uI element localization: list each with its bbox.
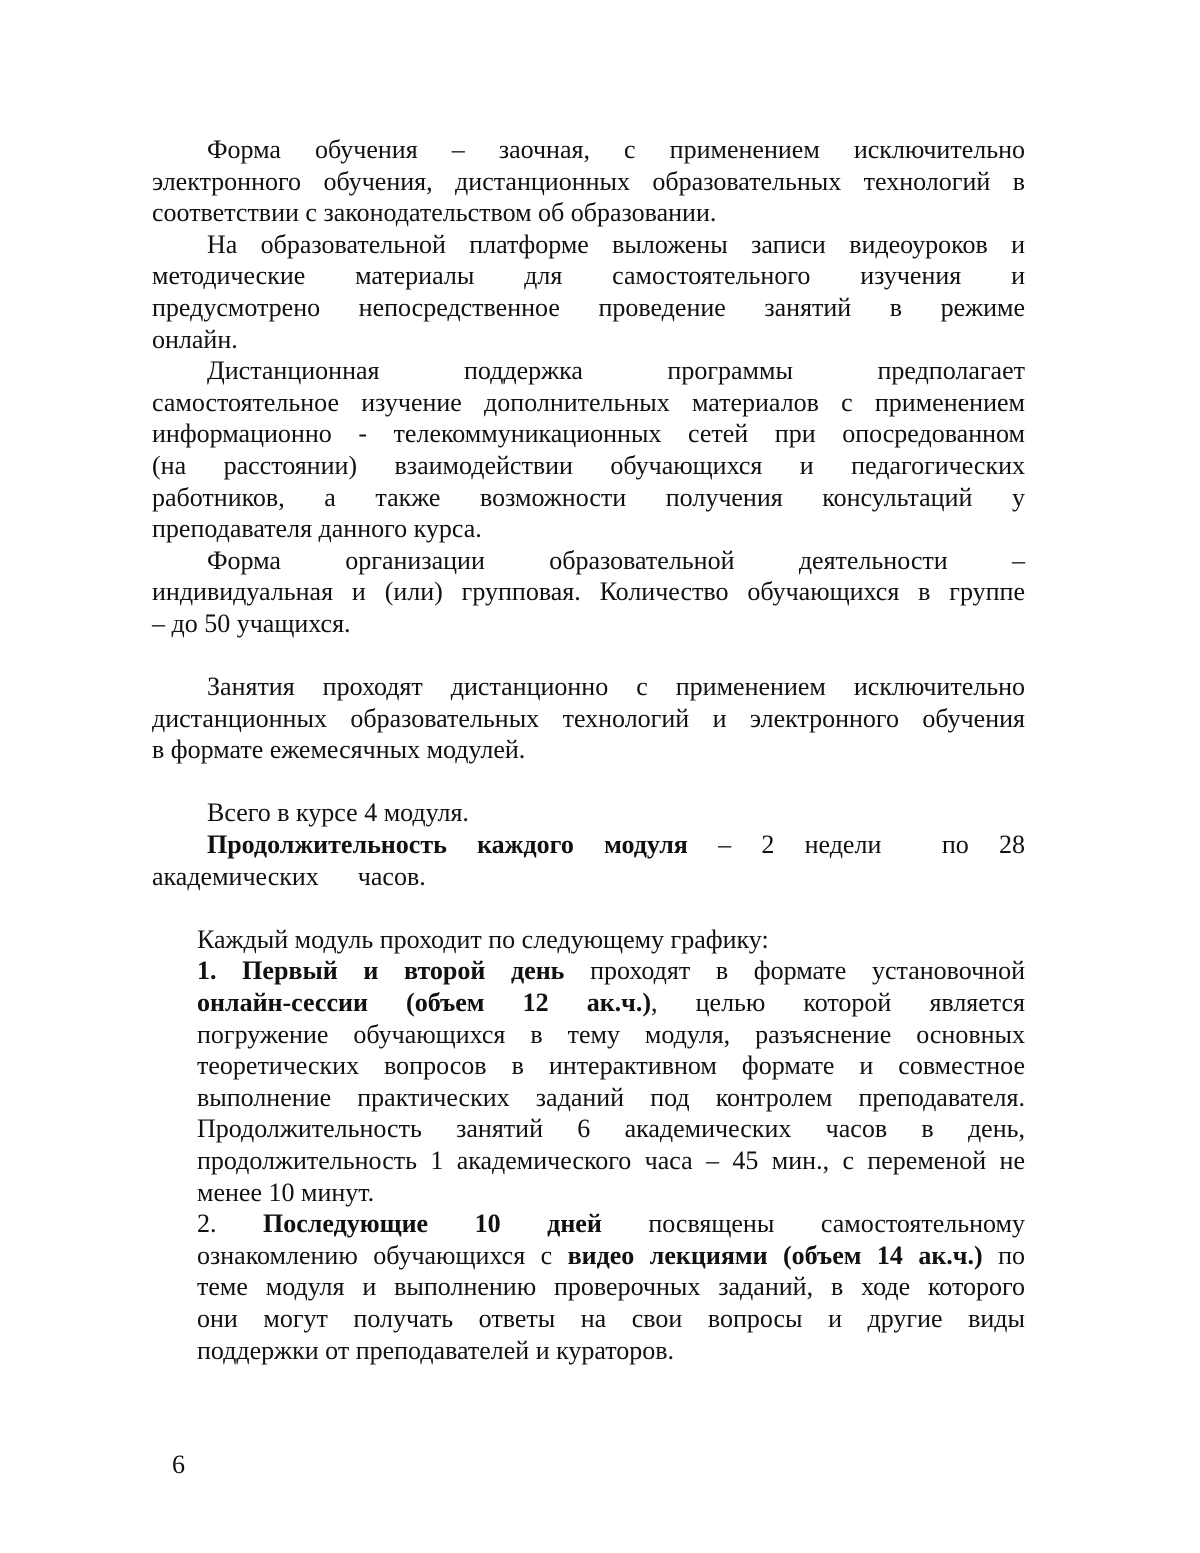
- text-run: онлайн-сессии (объем 12 ак.ч.): [197, 988, 651, 1018]
- text-line: [152, 545, 1025, 577]
- text-run: ознакомлению обучающихся с: [197, 1240, 568, 1270]
- text-run: дистанционных образовательных технологий и электронного обучения: [152, 703, 1025, 733]
- paragraph: [197, 955, 1025, 1208]
- text-line: [152, 197, 1025, 229]
- text-line: [197, 987, 1025, 1019]
- text-run: теоретических вопросов в интерактивном формате и совместное: [197, 1051, 1025, 1081]
- text-run: погружение обучающихся в тему модуля, разъяснение основных: [197, 1019, 1025, 1049]
- text-run: – до 50 учащихся.: [152, 608, 351, 638]
- text-run: На образовательной платформе выложены записи видеоуроков и: [207, 229, 1025, 259]
- text-line: [197, 1019, 1025, 1051]
- text-run: Продолжительность каждого модуля: [207, 830, 688, 860]
- text-line: [197, 1082, 1025, 1114]
- text-run: онлайн.: [152, 324, 238, 354]
- text-line: [197, 1177, 1025, 1209]
- paragraph: [152, 829, 1025, 892]
- text-line: [152, 671, 1025, 703]
- paragraph: [197, 1208, 1025, 1366]
- page-number: 6: [172, 1450, 185, 1479]
- text-run: Форма организации образовательной деятельности –: [207, 545, 1025, 575]
- text-run: предусмотрено непосредственное проведение занятий в режиме: [152, 292, 1025, 322]
- text-run: работников, а также возможности получения консультаций у: [152, 482, 1025, 512]
- text-line: [197, 1240, 1025, 1272]
- text-line: [152, 829, 1025, 861]
- text-run: видео лекциями (объем 14 ак.ч.): [567, 1240, 983, 1270]
- text-line: [152, 482, 1025, 514]
- document-body: [152, 134, 1025, 1366]
- paragraph: [152, 671, 1025, 766]
- text-run: индивидуальная и (или) групповая. Количество обучающихся в группе: [152, 577, 1025, 607]
- text-run: электронного обучения, дистанционных образовательных технологий в: [152, 166, 1025, 196]
- text-line: [197, 955, 1025, 987]
- text-run: академических часов.: [152, 861, 426, 891]
- paragraph-gap: [152, 640, 1025, 672]
- text-line: [152, 292, 1025, 324]
- paragraph: [152, 355, 1025, 545]
- text-run: посвящены самостоятельному: [601, 1209, 1025, 1239]
- text-line: [197, 1208, 1025, 1240]
- paragraph-gap: [152, 766, 1025, 798]
- paragraph: [152, 545, 1025, 640]
- paragraph: [152, 797, 1025, 829]
- text-line: [197, 1271, 1025, 1303]
- text-line: [197, 1113, 1025, 1145]
- text-line: [152, 324, 1025, 356]
- text-run: Дистанционная поддержка программы предполагает: [207, 356, 1025, 386]
- text-run: Каждый модуль проходит по следующему графику:: [197, 924, 769, 954]
- text-run: Продолжительность занятий 6 академических часов в день,: [197, 1114, 1025, 1144]
- text-run: методические материалы для самостоятельного изучения и: [152, 261, 1025, 291]
- text-run: (на расстоянии) взаимодействии обучающихся и педагогических: [152, 450, 1025, 480]
- text-run: Форма обучения – заочная, с применением исключительно: [207, 135, 1025, 164]
- text-line: [152, 861, 1025, 893]
- text-run: Всего в курсе 4 модуля.: [207, 798, 469, 828]
- text-run: поддержки от преподавателей и кураторов.: [197, 1335, 675, 1365]
- text-line: [197, 1335, 1025, 1367]
- text-run: самостоятельное изучение дополнительных материалов с применением: [152, 387, 1025, 417]
- text-line: [152, 797, 1025, 829]
- text-line: [152, 608, 1025, 640]
- text-run: по: [982, 1240, 1025, 1270]
- text-line: [152, 355, 1025, 387]
- text-line: [152, 229, 1025, 261]
- text-run: они могут получать ответы на свои вопросы и другие виды: [197, 1303, 1025, 1333]
- paragraph: [152, 229, 1025, 355]
- text-line: [152, 134, 1025, 166]
- text-line: [152, 734, 1025, 766]
- text-line: [152, 418, 1025, 450]
- text-run: менее 10 минут.: [197, 1177, 375, 1207]
- paragraph: [152, 134, 1025, 229]
- text-line: [152, 387, 1025, 419]
- text-line: [152, 166, 1025, 198]
- text-line: [152, 703, 1025, 735]
- paragraph: [197, 924, 1025, 956]
- text-run: информационно - телекоммуникационных сетей при опосредованном: [152, 419, 1025, 449]
- text-line: [197, 1050, 1025, 1082]
- text-run: выполнение практических заданий под контролем преподавателя.: [197, 1082, 1025, 1112]
- text-run: в формате ежемесячных модулей.: [152, 735, 526, 765]
- text-run: Последующие 10 дней: [263, 1209, 602, 1239]
- text-line: [197, 1145, 1025, 1177]
- text-run: – 2 недели по 28: [687, 830, 1025, 860]
- text-line: [152, 260, 1025, 292]
- text-line: [197, 924, 1025, 956]
- text-line: [152, 450, 1025, 482]
- text-run: соответствии с законодательством об образовании.: [152, 198, 717, 228]
- text-run: продолжительность 1 академического часа – 45 мин., с переменой не: [197, 1146, 1025, 1175]
- text-run: Занятия проходят дистанционно с применением исключительно: [207, 672, 1025, 702]
- text-run: проходят в формате установочной: [564, 956, 1025, 986]
- text-run: преподавателя данного курса.: [152, 514, 482, 544]
- text-line: [152, 513, 1025, 545]
- text-run: 2.: [197, 1209, 264, 1239]
- text-line: [197, 1303, 1025, 1335]
- text-run: , целью которой является: [651, 988, 1025, 1018]
- text-run: 1. Первый и второй день: [197, 956, 565, 986]
- text-line: [152, 576, 1025, 608]
- text-run: теме модуля и выполнению проверочных заданий, в ходе которого: [197, 1272, 1025, 1302]
- paragraph-gap: [152, 892, 1025, 924]
